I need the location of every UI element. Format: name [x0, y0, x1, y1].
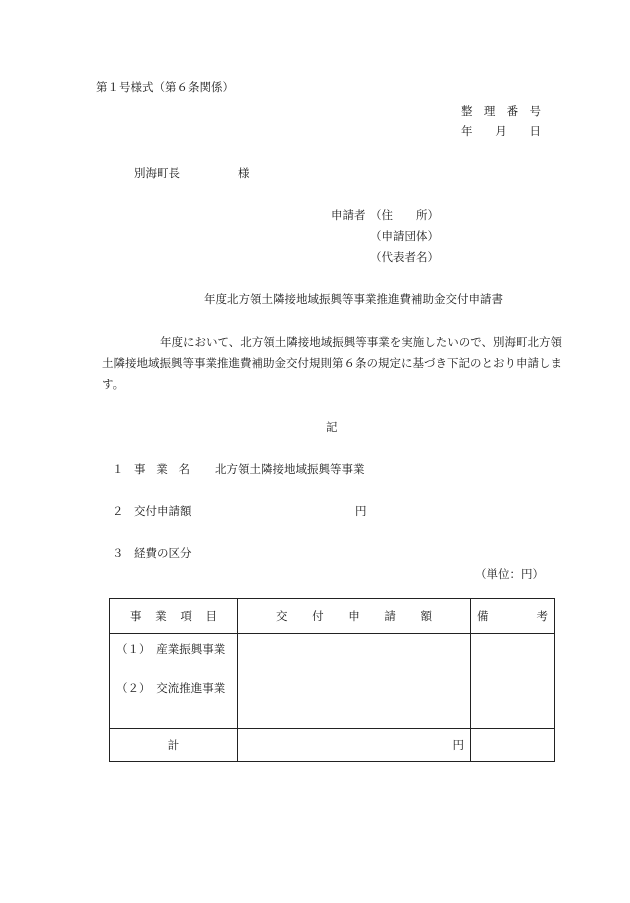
total-label: 計 [110, 729, 238, 762]
row-item-industry: （１） 産業振興事業 [116, 642, 226, 656]
item2-number: ２ [112, 504, 124, 518]
seiri-char: 番 [506, 104, 519, 118]
day-label: 日 [529, 124, 541, 138]
header-char: 交 [276, 609, 288, 623]
project-cell [110, 634, 238, 729]
total-remarks-cell [471, 729, 555, 762]
item3-number: ３ [112, 546, 124, 560]
applicant-address-label: （住 所） [370, 208, 439, 222]
remarks-cell [471, 634, 555, 729]
document-title: 年度北方領土隣接地域振興等事業推進費補助金交付申請書 [204, 292, 503, 306]
header-char: 項 [180, 609, 192, 623]
item2-unit: 円 [355, 504, 367, 518]
item1-label-char: 名 [178, 462, 190, 476]
item2-label: 交付申請額 [134, 504, 192, 518]
table-total-row [110, 729, 555, 762]
header-remarks [471, 599, 555, 634]
item1-number: １ [112, 462, 124, 476]
reference-number-label [461, 106, 541, 118]
applicant-group-label: （申請団体） [370, 229, 439, 243]
header-char: 考 [536, 609, 548, 623]
header-char: 申 [348, 609, 360, 623]
row-item-exchange: （２） 交流推進事業 [116, 680, 226, 695]
form-id: 第１号様式（第６条関係） [96, 80, 234, 94]
header-char: 付 [312, 609, 324, 623]
header-char: 額 [420, 609, 432, 623]
year-label: 年 [461, 124, 473, 138]
header-char: 備 [477, 609, 489, 623]
seiri-char: 理 [483, 104, 496, 118]
header-amount [238, 599, 471, 634]
header-char: 業 [155, 609, 167, 623]
month-label: 月 [495, 124, 507, 138]
header-project [110, 599, 238, 634]
item1-label-char: 業 [156, 462, 168, 476]
expense-table [109, 598, 555, 762]
ki-heading: 記 [326, 420, 338, 434]
seiri-char: 整 [461, 104, 473, 118]
table-row [110, 634, 555, 729]
body-paragraph [102, 332, 572, 395]
date-line [461, 126, 541, 138]
total-unit: 円 [238, 729, 471, 762]
header-char: 目 [205, 609, 217, 623]
item1-value: 北方領土隣接地域振興等事業 [215, 462, 365, 476]
seiri-char: 号 [529, 104, 541, 118]
amount-cell [238, 634, 471, 729]
header-char: 事 [130, 609, 142, 623]
header-char: 請 [384, 609, 396, 623]
honorific: 様 [238, 166, 250, 180]
item3-label: 経費の区分 [134, 546, 192, 560]
item1-label-char: 事 [134, 462, 146, 476]
applicant-prefix: 申請者 [331, 208, 366, 222]
body-paragraph-text: 年度において、北方領土隣接地域振興等事業を実施したいので、別海町北方領土隣接地域振興等事業推進費補助金交付規則第６条の規定に基づき下記のとおり申請します。 [102, 335, 563, 391]
applicant-representative-label: （代表者名） [370, 250, 439, 264]
item1-label [134, 464, 190, 476]
addressee: 別海町長 [134, 166, 180, 180]
unit-note: （単位：円） [475, 567, 544, 581]
table-header-row [110, 599, 555, 634]
